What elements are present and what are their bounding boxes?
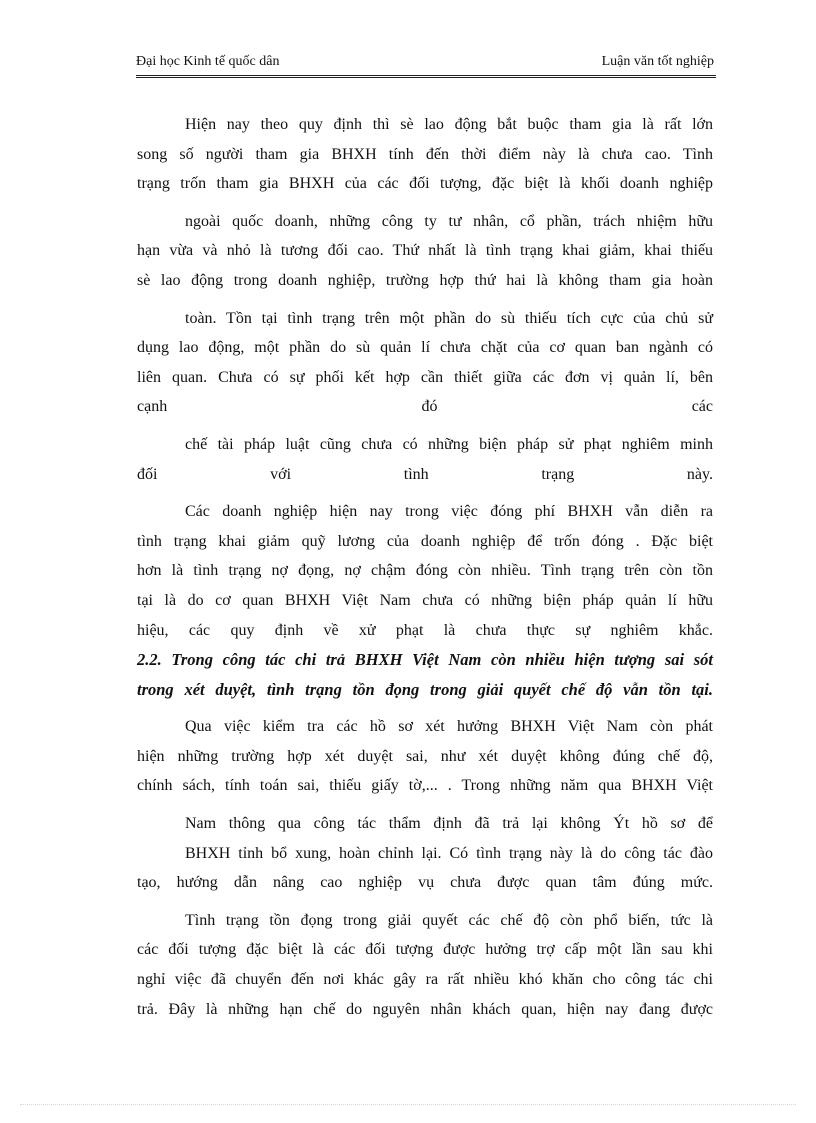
spacer bbox=[137, 898, 713, 906]
text-line: tình trạng khai giảm quỹ lương của doanh nghiệp để trốn đóng . Đặc biệt bbox=[137, 532, 713, 550]
text-line: dụng lao động, một phần do sù quản lí chưa chặt của cơ quan ban ngành có bbox=[137, 339, 713, 357]
text-line: sè lao động trong doanh nghiệp, trường hợp thứ hai là không tham gia hoàn bbox=[137, 271, 713, 289]
text-line: liên quan. Chưa có sự phối kết hợp cần thiết giữa các đơn vị quản lí, bên bbox=[137, 368, 713, 386]
text-line: tạo, hướng dẫn nâng cao nghiệp vụ chưa được quan tâm đúng mức. bbox=[137, 874, 713, 892]
text-line: Hiện nay theo quy định thì sè lao động bắt buộc tham gia là rất lớn bbox=[185, 116, 713, 133]
page-header bbox=[136, 54, 714, 74]
footer-dotted-rule bbox=[20, 1104, 796, 1105]
text-line: hiện những trường hợp xét duyệt sai, như xét duyệt không đúng chế độ, bbox=[137, 747, 713, 765]
text-line: cạnh đó các bbox=[137, 398, 713, 416]
text-line: toàn. Tồn tại tình trạng trên một phần do sù thiếu tích cực của chủ sử bbox=[185, 309, 713, 327]
text-line: Qua việc kiểm tra các hồ sơ xét hưởng BHXH Việt Nam còn phát bbox=[185, 718, 713, 736]
text-line: đối với tình trạng này. bbox=[137, 465, 713, 483]
text-line: nghỉ việc đã chuyển đến nơi khác gây ra rất nhiều khó khăn cho công tác chi bbox=[137, 971, 713, 989]
section-heading-line: trong xét duyệt, tình trạng tồn đọng trong giải quyết chế độ vẫn tồn tại. bbox=[137, 679, 713, 699]
text-line: hạn vừa và nhỏ là tương đối cao. Thứ nhất là tình trạng khai giảm, khai thiếu bbox=[137, 242, 713, 260]
text-line: trạng trốn tham gia BHXH của các đối tượng, đặc biệt là khối doanh nghiệp bbox=[137, 175, 713, 193]
spacer bbox=[137, 801, 713, 809]
text-line: các đối tượng đặc biệt là các đối tượng được hưởng trợ cấp một lần sau khi bbox=[137, 941, 713, 959]
text-line: BHXH tỉnh bổ xung, hoàn chỉnh lại. Có tình trạng này là do công tác đào bbox=[185, 844, 713, 862]
spacer bbox=[137, 704, 713, 712]
text-line: Tình trạng tồn đọng trong giải quyết các chế độ còn phổ biến, tức là bbox=[185, 911, 713, 929]
text-line: trả. Đây là những hạn chế do nguyên nhân khách quan, hiện nay đang được bbox=[137, 1000, 713, 1018]
text-line: song số người tham gia BHXH tính đến thời điểm này là chưa cao. Tình bbox=[137, 145, 713, 163]
text-line: hiệu, các quy định về xử phạt là chưa thực sự nghiêm khắc. bbox=[137, 621, 713, 639]
text-line: ngoài quốc doanh, những công ty tư nhân, cổ phần, trách nhiệm hữu bbox=[185, 212, 713, 230]
spacer bbox=[137, 422, 713, 430]
text-line: Nam thông qua công tác thẩm định đã trả lại không Ýt hồ sơ để bbox=[185, 815, 713, 833]
text-line: tại là do cơ quan BHXH Việt Nam chưa có những biện pháp quản lí hữu bbox=[137, 591, 713, 609]
spacer bbox=[137, 199, 713, 207]
text-line: chế tài pháp luật cũng chưa có những biện pháp sử phạt nghiêm minh bbox=[185, 435, 713, 453]
text-line: Các doanh nghiệp hiện nay trong việc đóng phí BHXH vẫn diễn ra bbox=[185, 503, 713, 521]
header-divider bbox=[136, 75, 716, 78]
section-heading-line: 2.2. Trong công tác chi trả BHXH Việt Nam còn nhiều hiện tượng sai sót bbox=[137, 650, 713, 670]
body-text bbox=[137, 110, 713, 1024]
header-university: Đại học Kinh tế quốc dân bbox=[136, 54, 280, 69]
text-line: hơn là tình trạng nợ đọng, nợ chậm đóng còn nhiều. Tình trạng trên còn tồn bbox=[137, 562, 713, 580]
spacer bbox=[137, 296, 713, 304]
text-line: chính sách, tính toán sai, thiếu giấy tờ,... . Trong những năm qua BHXH Việt bbox=[137, 777, 713, 795]
header-document-type: Luận văn tốt nghiệp bbox=[601, 54, 714, 69]
spacer bbox=[137, 489, 713, 497]
